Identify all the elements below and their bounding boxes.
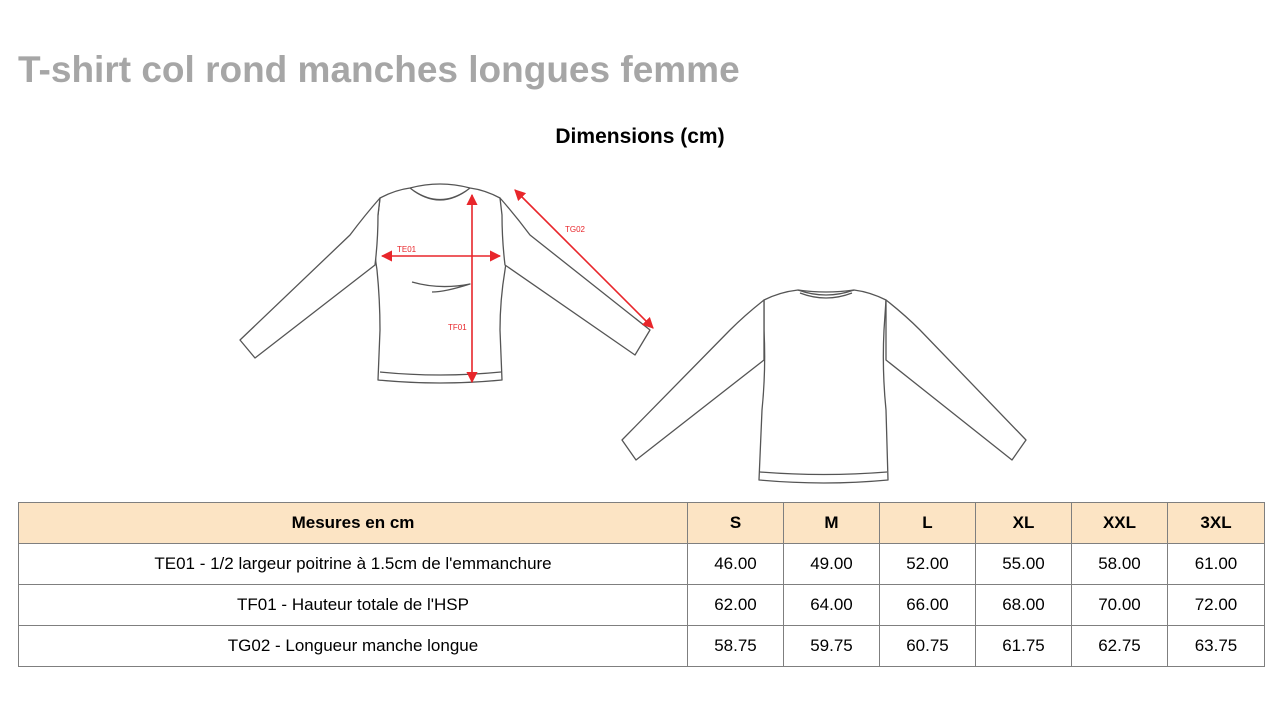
table-cell: 58.75: [688, 626, 784, 667]
table-cell: 63.75: [1168, 626, 1265, 667]
table-cell: 55.00: [976, 544, 1072, 585]
table-cell: 46.00: [688, 544, 784, 585]
table-cell: 49.00: [784, 544, 880, 585]
row-label: TG02 - Longueur manche longue: [19, 626, 688, 667]
table-cell: 68.00: [976, 585, 1072, 626]
tshirt-back-view: [622, 290, 1026, 483]
table-cell: 62.00: [688, 585, 784, 626]
header-size-s: S: [688, 503, 784, 544]
table-row: [19, 585, 1265, 626]
header-size-m: M: [784, 503, 880, 544]
row-label: TE01 - 1/2 largeur poitrine à 1.5cm de l'emmanchure: [19, 544, 688, 585]
table-cell: 52.00: [880, 544, 976, 585]
table-cell: 61.75: [976, 626, 1072, 667]
header-size-xl: XL: [976, 503, 1072, 544]
back-right-sleeve: [886, 300, 1026, 460]
table-cell: 64.00: [784, 585, 880, 626]
table-cell: 58.00: [1072, 544, 1168, 585]
header-measure-label: Mesures en cm: [19, 503, 688, 544]
size-table: [18, 502, 1265, 667]
section-title: Dimensions (cm): [555, 125, 725, 148]
table-header-row: [19, 503, 1265, 544]
te01-label: TE01: [397, 245, 417, 254]
table-cell: 61.00: [1168, 544, 1265, 585]
front-body-outline: [375, 184, 508, 383]
table-cell: 72.00: [1168, 585, 1265, 626]
table-cell: 62.75: [1072, 626, 1168, 667]
table-row: [19, 544, 1265, 585]
tf01-label: TF01: [448, 323, 467, 332]
tshirt-front-view: [240, 184, 650, 383]
back-body-outline: [759, 290, 888, 483]
header-size-3xl: 3XL: [1168, 503, 1265, 544]
header-size-xxl: XXL: [1072, 503, 1168, 544]
table-cell: 60.75: [880, 626, 976, 667]
table-cell: 59.75: [784, 626, 880, 667]
front-left-sleeve: [240, 198, 380, 358]
table-row: [19, 626, 1265, 667]
table-cell: 70.00: [1072, 585, 1168, 626]
row-label: TF01 - Hauteur totale de l'HSP: [19, 585, 688, 626]
table-cell: 66.00: [880, 585, 976, 626]
tg02-label: TG02: [565, 225, 586, 234]
page-title: T-shirt col rond manches longues femme: [18, 49, 740, 90]
tshirt-diagram: [0, 170, 1280, 500]
front-right-sleeve: [500, 198, 650, 355]
header-size-l: L: [880, 503, 976, 544]
